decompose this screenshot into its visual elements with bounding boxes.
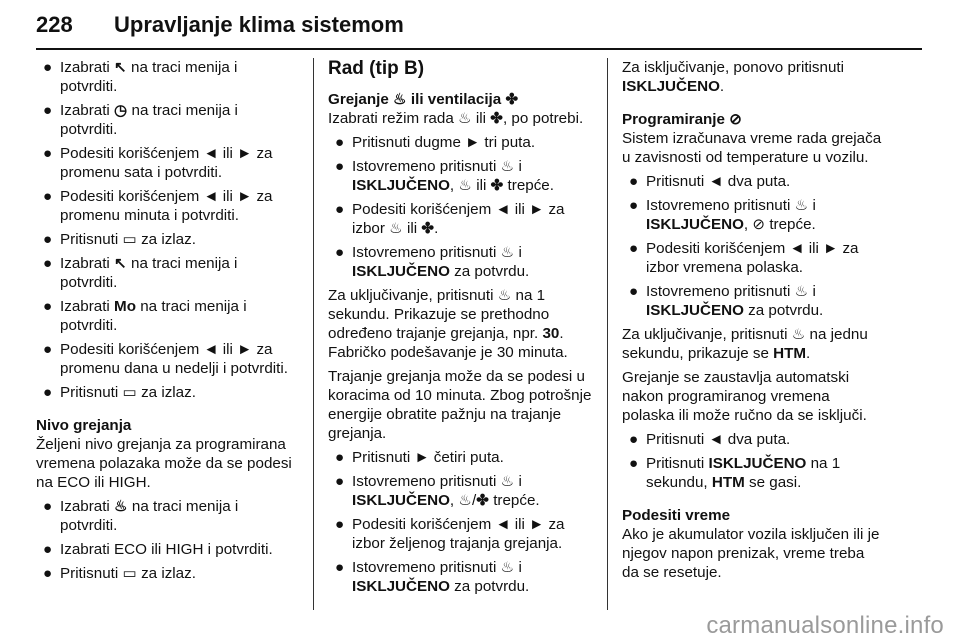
fan-icon: ✤ [421,220,435,237]
paragraph: Sistem izračunava vreme rada grejača u zavisnosti od temperature u vozilu. [622,130,882,166]
page-number: 228 [36,12,73,37]
right-triangle-icon: ► [823,240,839,257]
list-item: ● Podesiti korišćenjem ◄ ili ► za promenu dana u nedelji i potvrditi. [43,341,288,377]
right-triangle-icon: ► [237,145,253,162]
right-triangle-icon: ► [237,341,253,358]
heater-icon: ♨ [458,492,472,509]
list-item: ● Izabrati Mo na traci menija i potvrditi. [43,298,247,334]
paragraph: Grejanje se zaustavlja automatski nakon programiranog vremena polaska ili može ručno da se isključi. [622,369,867,424]
heater-icon: ♨ [500,244,515,261]
paragraph: Željeni nivo grejanja za programirana vremena polazaka može da se podesi na ECO ili HIGH. [36,436,292,491]
list-item: ● Podesiti korišćenjem ◄ ili ► za promenu sata i potvrditi. [43,145,273,181]
list-item: ● Pritisnuti ▭ za izlaz. [43,565,196,582]
left-triangle-icon: ◄ [203,145,219,162]
list-item: ● Podesiti korišćenjem ◄ ili ► za izbor vremena polaska. [629,240,859,276]
timer-icon: ⊘ [752,216,766,233]
section-heading-programiranje: Programiranje ⊘ [622,111,742,128]
left-triangle-icon: ◄ [203,188,219,205]
column-divider [313,58,314,610]
column-left [36,58,298,588]
heater-icon: ♨ [500,158,515,175]
list-item: ● Pritisnuti ISKLJUČENO na 1 sekundu, HTM se gasi. [629,455,841,491]
fan-icon: ✤ [490,110,503,127]
list-item: ● Podesiti korišćenjem ◄ ili ► za izbor željenog trajanja grejanja. [335,516,565,552]
paragraph: Za uključivanje, pritisnuti ♨ na 1 sekundu. Prikazuje se prethodno određeno trajanje grejanja, npr. 30. Fabričko podešavanje je 30 minuta. [328,287,568,361]
left-triangle-icon: ◄ [708,431,724,448]
right-triangle-icon: ► [414,449,430,466]
list-item: ● Pritisnuti ◄ dva puta. [629,173,791,190]
page-header [36,6,922,48]
column-divider [607,58,608,610]
list-item: ● Pritisnuti ► četiri puta. [335,449,504,466]
clock-icon: ◷ [114,102,128,119]
list-item: ● Istovremeno pritisnuti ♨ i ISKLJUČENO za potvrdu. [629,283,824,319]
list-item: ● Istovremeno pritisnuti ♨ i ISKLJUČENO za potvrdu. [335,244,530,280]
left-triangle-icon: ◄ [203,341,219,358]
list-item: ● Istovremeno pritisnuti ♨ i ISKLJUČENO, ♨/✤ trepće. [335,473,540,509]
list-item: ● Istovremeno pritisnuti ♨ i ISKLJUČENO, ♨ ili ✤ trepće. [335,158,554,194]
left-triangle-icon: ◄ [495,516,511,533]
paragraph: Trajanje grejanja može da se podesi u koracima od 10 minuta. Zbog potrošnje energije obratite pažnju na trajanje grejanja. [328,368,592,442]
left-triangle-icon: ◄ [789,240,805,257]
heater-icon: ♨ [458,110,472,127]
list-item: ● Pritisnuti ▭ za izlaz. [43,231,196,248]
paragraph: Za isključivanje, ponovo pritisnuti ISKLJUČENO. [622,59,845,95]
list-item: ● Pritisnuti ▭ za izlaz. [43,384,196,401]
right-triangle-icon: ► [237,188,253,205]
fan-icon: ✤ [505,91,519,108]
heater-icon: ♨ [497,287,512,304]
paragraph: Ako je akumulator vozila isključen ili je njegov napon prenizak, vreme treba da se resetuje. [622,526,880,581]
timer-icon: ⊘ [729,111,742,128]
heater-icon: ♨ [500,473,515,490]
section-heading-rad: Rad (tip B) [328,58,425,79]
heater-icon: ♨ [458,177,472,194]
list-item: ● Istovremeno pritisnuti ♨ i ISKLJUČENO za potvrdu. [335,559,530,595]
screen-frame-icon: ▭ [122,384,137,401]
paragraph: Za uključivanje, pritisnuti ♨ na jednu sekundu, prikazuje se HTM. [622,326,868,362]
back-arrow-icon: ↖ [114,59,127,76]
left-triangle-icon: ◄ [495,201,511,218]
list-item: ● Podesiti korišćenjem ◄ ili ► za izbor ♨ ili ✤. [335,201,565,237]
list-item: ● Izabrati ↖ na traci menija i potvrditi. [43,59,238,95]
list-item: ● Pritisnuti dugme ► tri puta. [335,134,536,151]
list-item: ● Istovremeno pritisnuti ♨ i ISKLJUČENO, ⊘ trepće. [629,197,816,233]
page-title: Upravljanje klima sistemom [114,12,404,37]
heater-icon: ♨ [393,91,407,108]
left-triangle-icon: ◄ [708,173,724,190]
back-arrow-icon: ↖ [114,255,127,272]
heater-icon: ♨ [794,283,809,300]
list-item: ● Podesiti korišćenjem ◄ ili ► za promenu minuta i potvrditi. [43,188,273,224]
heater-icon: ♨ [500,559,515,576]
watermark: carmanualsonline.info [706,612,944,639]
fan-icon: ✤ [476,492,489,509]
right-triangle-icon: ► [529,516,545,533]
list-item: ● Pritisnuti ◄ dva puta. [629,431,791,448]
paragraph: Izabrati režim rada ♨ ili ✤, po potrebi. [328,110,584,127]
section-heading-vreme: Podesiti vreme [622,507,731,524]
column-middle [328,58,592,601]
screen-frame-icon: ▭ [122,565,137,582]
heater-icon: ♨ [389,220,403,237]
right-triangle-icon: ► [529,201,545,218]
list-item: ● Izabrati ◷ na traci menija i potvrditi. [43,102,238,138]
section-heading-nivo: Nivo grejanja [36,417,132,434]
fan-icon: ✤ [490,177,504,194]
list-item: ● Izabrati ECO ili HIGH i potvrditi. [43,541,273,558]
column-right [622,58,884,587]
subheading: Grejanje ♨ ili ventilacija ✤ [328,91,519,108]
heater-icon: ♨ [791,326,806,343]
list-item: ● Izabrati ♨ na traci menija i potvrditi. [43,498,239,534]
list-item: ● Izabrati ↖ na traci menija i potvrditi. [43,255,238,291]
right-triangle-icon: ► [465,134,481,151]
screen-frame-icon: ▭ [122,231,137,248]
heater-icon: ♨ [114,498,128,515]
heater-icon: ♨ [794,197,809,214]
header-rule [36,48,922,50]
